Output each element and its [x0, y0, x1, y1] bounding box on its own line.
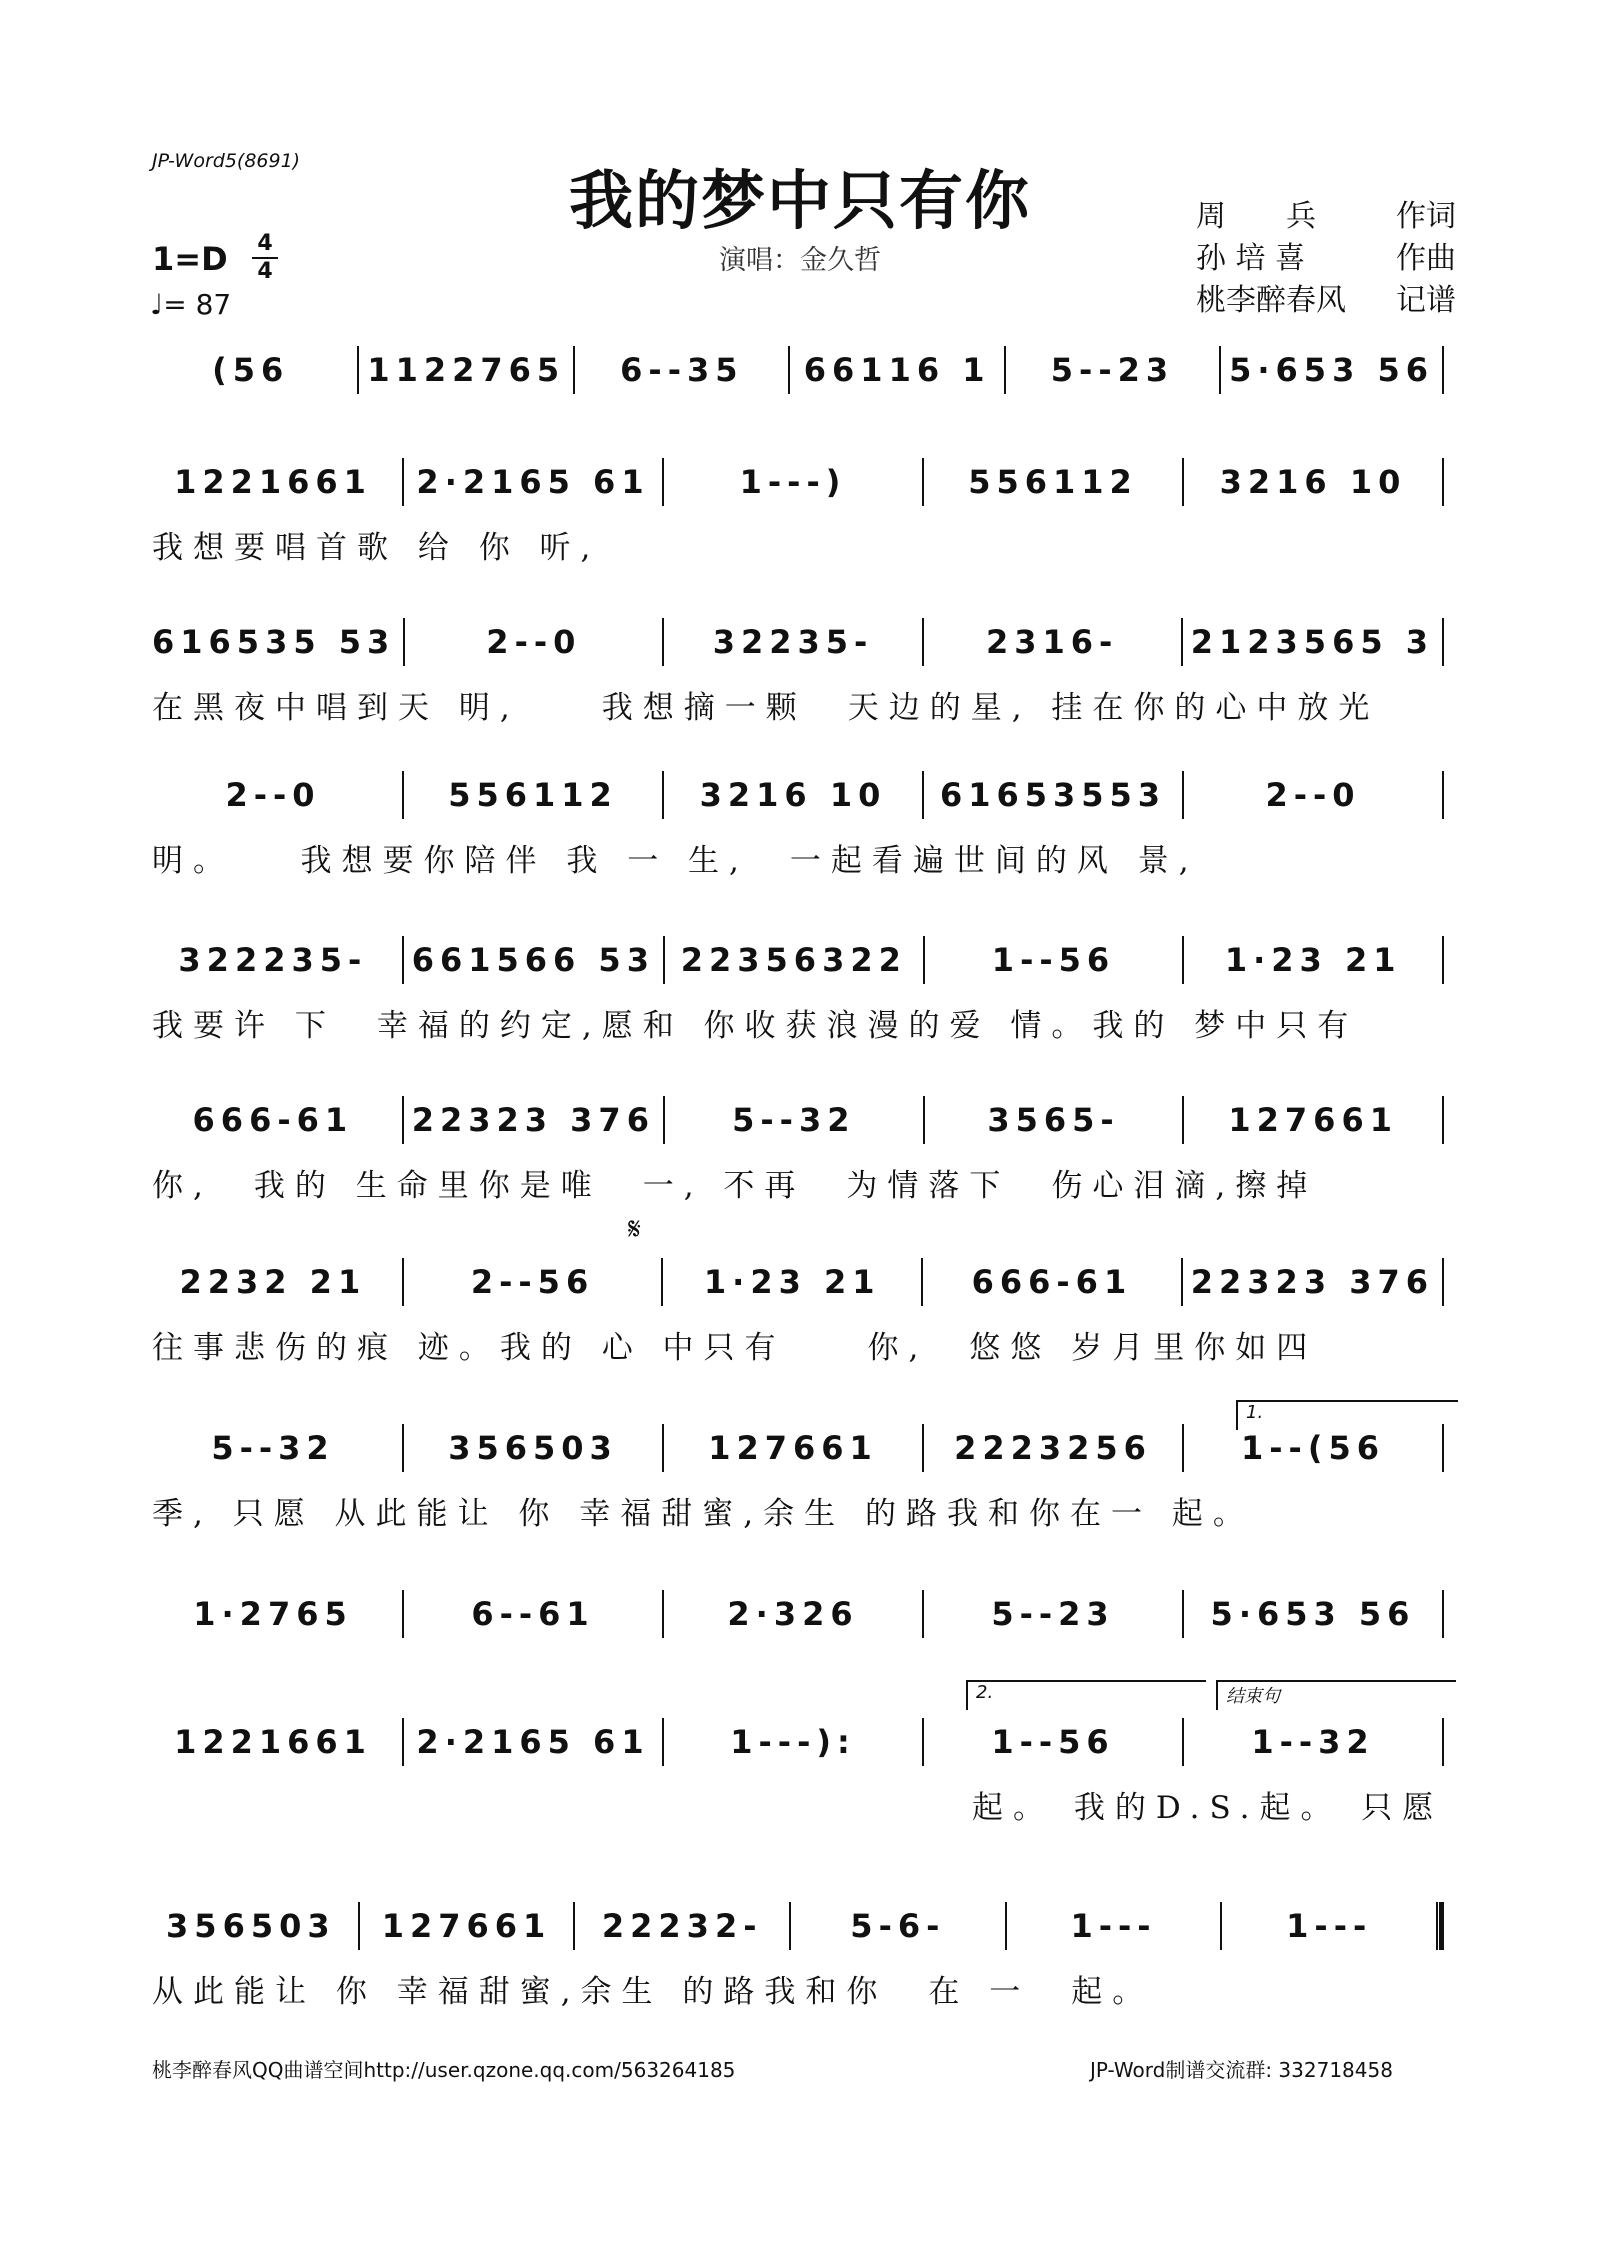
credit-name: 周 兵	[1196, 199, 1316, 234]
measure-row	[152, 1712, 1452, 1772]
barline	[1442, 1424, 1444, 1472]
lyric-line: 我想要唱首歌 给 你 听,	[152, 530, 601, 566]
measure: 22323 376	[1190, 1263, 1435, 1301]
barline	[573, 1902, 575, 1950]
barline	[1442, 936, 1444, 984]
measure: 66116 1	[803, 351, 991, 389]
barline	[1442, 1718, 1444, 1766]
measure: 5--23	[1050, 351, 1175, 389]
measure-row	[152, 930, 1452, 990]
lyric-line: 季, 只愿 从此能让 你 幸福甜蜜,余生 的路我和你在一 起。	[152, 1496, 1254, 1532]
barline	[402, 936, 404, 984]
barline	[402, 1590, 404, 1638]
barline	[1442, 458, 1444, 506]
measure: 127661	[381, 1907, 552, 1945]
barline	[402, 1096, 404, 1144]
lyric-line: 你, 我的 生命里你是唯 一, 不再 为情落下 伤心泪滴,擦掉	[152, 1168, 1318, 1204]
barline	[788, 346, 790, 394]
barline	[1182, 1096, 1184, 1144]
measure: 2--0	[225, 776, 321, 814]
measure: 356503	[448, 1429, 618, 1467]
measure: 3565-	[987, 1101, 1120, 1139]
barline	[923, 1096, 925, 1144]
barline	[662, 1590, 664, 1638]
time-signature	[252, 232, 278, 284]
tempo-marking	[150, 288, 231, 321]
measure: 1---):	[730, 1723, 856, 1761]
barline	[1182, 1424, 1184, 1472]
measure: 5--32	[732, 1101, 856, 1139]
measure: 127661	[708, 1429, 878, 1467]
lyric-line: 从此能让 你 幸福甜蜜,余生 的路我和你 在 一 起。	[152, 1974, 1154, 2010]
notation-line	[152, 1252, 1452, 1312]
measure: 2·326	[727, 1595, 859, 1633]
barline	[1442, 771, 1444, 819]
barline	[922, 771, 924, 819]
measure-row	[152, 1252, 1452, 1312]
barline	[922, 1590, 924, 1638]
measure: 666-61	[971, 1263, 1133, 1301]
notation-line	[152, 930, 1452, 990]
barline	[1181, 618, 1183, 666]
measure: 666-61	[192, 1101, 354, 1139]
notation-line	[152, 765, 1452, 825]
measure: 2316-	[985, 623, 1119, 661]
barline	[921, 1258, 923, 1306]
notation-line	[152, 452, 1452, 512]
measure: 5·653 56	[1229, 351, 1434, 389]
measure: 661566 53	[411, 941, 655, 979]
measure: 1·2765	[193, 1595, 353, 1633]
barline	[1442, 1258, 1444, 1306]
credits	[1196, 196, 1456, 322]
credit-name: 桃李醉春风	[1196, 283, 1346, 318]
credit-lyricist	[1196, 196, 1456, 238]
quarter-note-icon: ♩	[150, 288, 164, 321]
measure: 1--56	[991, 941, 1116, 979]
measure: 5--32	[211, 1429, 335, 1467]
notation-line	[152, 1712, 1452, 1772]
measure: 1122765	[367, 351, 566, 389]
notation-line	[152, 612, 1452, 672]
lyric-line: 起。 我的D.S.起。 只愿	[152, 1790, 1444, 1826]
measure-row	[152, 765, 1452, 825]
measure: 322235-	[178, 941, 368, 979]
footer-left: 桃李醉春风QQ曲谱空间http://user.qzone.qq.com/563264185	[152, 2058, 736, 2082]
barline	[662, 1718, 664, 1766]
measure: 6--61	[471, 1595, 595, 1633]
barline	[1442, 346, 1444, 394]
barline	[402, 1718, 404, 1766]
notation-line	[152, 1090, 1452, 1150]
measure: 2--56	[470, 1263, 595, 1301]
measure: 1--(56	[1241, 1429, 1385, 1467]
measure-row	[152, 612, 1452, 672]
lyric-line: 我要许 下 幸福的约定,愿和 你收获浪漫的爱 情。我的 梦中只有	[152, 1008, 1359, 1044]
measure: 1---)	[739, 463, 847, 501]
barline	[661, 1258, 663, 1306]
notation-line	[152, 1584, 1452, 1644]
measure: 22323 376	[411, 1101, 655, 1139]
time-sig-bottom: 4	[257, 259, 273, 284]
measure: 356503	[166, 1907, 336, 1945]
credit-role: 作词	[1396, 199, 1456, 234]
barline	[1442, 1096, 1444, 1144]
barline	[1442, 1590, 1444, 1638]
measure: 2123565 3	[1190, 623, 1434, 661]
barline	[922, 1718, 924, 1766]
measure: (56	[212, 351, 290, 389]
barline	[402, 1424, 404, 1472]
measure-row	[152, 340, 1452, 400]
volta-first-ending: 1.	[1236, 1400, 1458, 1430]
measure: 1221661	[174, 463, 372, 501]
source-label: JP-Word5(8691)	[152, 150, 301, 172]
measure: 3216 10	[699, 776, 887, 814]
measure: 5--23	[991, 1595, 1115, 1633]
singer-label: 演唱：金久哲	[719, 245, 881, 276]
barline	[922, 458, 924, 506]
barline	[923, 936, 925, 984]
lyric-line: 往事悲伤的痕 迹。我的 心 中只有 你, 悠悠 岁月里你如四	[152, 1330, 1318, 1366]
measure: 2232 21	[179, 1263, 367, 1301]
credit-transcriber	[1196, 280, 1456, 322]
barline	[1182, 1718, 1184, 1766]
measure: 1--32	[1251, 1723, 1375, 1761]
measure: 22232-	[601, 1907, 763, 1945]
notation-line	[152, 340, 1452, 400]
measure-row	[152, 452, 1452, 512]
barline	[402, 458, 404, 506]
measure: 127661	[1228, 1101, 1398, 1139]
credit-composer	[1196, 238, 1456, 280]
lyric-line: 明。 我想要你陪伴 我 一 生, 一起看遍世间的风 景,	[152, 843, 1199, 879]
notation-line	[152, 1896, 1452, 1956]
volta-second-ending: 2.	[966, 1680, 1206, 1710]
measure: 22356322	[680, 941, 907, 979]
barline	[662, 618, 664, 666]
measure: 32235-	[712, 623, 874, 661]
measure: 1·23 21	[1224, 941, 1402, 979]
barline	[789, 1902, 791, 1950]
barline	[922, 618, 924, 666]
barline	[402, 1258, 404, 1306]
credit-role: 记谱	[1396, 283, 1456, 318]
measure-row	[152, 1090, 1452, 1150]
measure: 2·2165 61	[416, 463, 650, 501]
measure: 1·23 21	[703, 1263, 881, 1301]
barline	[357, 346, 359, 394]
barline	[1182, 936, 1184, 984]
measure: 1---	[1286, 1907, 1373, 1945]
barline	[1182, 458, 1184, 506]
song-title: 我的梦中只有你	[569, 164, 1031, 239]
barline	[1220, 1902, 1222, 1950]
measure: 5-6-	[850, 1907, 946, 1945]
measure: 2--0	[1265, 776, 1361, 814]
ending-phrase-marker: 结束句	[1216, 1680, 1456, 1710]
time-sig-top: 4	[257, 231, 273, 256]
barline	[402, 771, 404, 819]
segno-sign: 𝄋	[628, 1212, 641, 1247]
barline	[922, 1424, 924, 1472]
barline	[1182, 1590, 1184, 1638]
measure: 6--35	[620, 351, 744, 389]
measure: 616535 53	[152, 623, 396, 661]
key-signature: 1=D	[152, 240, 228, 278]
measure: 1---	[1070, 1907, 1157, 1945]
measure: 1--56	[991, 1723, 1115, 1761]
barline	[662, 458, 664, 506]
barline	[1004, 346, 1006, 394]
barline	[663, 936, 665, 984]
barline	[663, 1096, 665, 1144]
measure: 2·2165 61	[416, 1723, 650, 1761]
footer-right: JP-Word制谱交流群: 332718458	[1090, 2058, 1393, 2082]
barline	[403, 618, 405, 666]
measure: 2223256	[954, 1429, 1152, 1467]
credit-name: 孙 培 喜	[1196, 241, 1306, 276]
measure: 1221661	[174, 1723, 372, 1761]
barline	[1436, 1902, 1444, 1950]
barline	[1442, 618, 1444, 666]
lyric-line: 在黑夜中唱到天 明, 我想摘一颗 天边的星, 挂在你的心中放光	[152, 690, 1380, 726]
measure: 5·653 56	[1210, 1595, 1416, 1633]
measure: 61653553	[939, 776, 1167, 814]
credit-role: 作曲	[1396, 241, 1456, 276]
barline	[662, 771, 664, 819]
barline	[1182, 771, 1184, 819]
barline	[1219, 346, 1221, 394]
barline	[573, 346, 575, 394]
measure-row	[152, 1896, 1452, 1956]
measure: 556112	[968, 463, 1138, 501]
barline	[662, 1424, 664, 1472]
barline	[1181, 1258, 1183, 1306]
barline	[358, 1902, 360, 1950]
measure: 2--0	[486, 623, 582, 661]
barline	[1005, 1902, 1007, 1950]
measure: 556112	[448, 776, 618, 814]
measure: 3216 10	[1219, 463, 1407, 501]
measure-row	[152, 1584, 1452, 1644]
tempo-value: = 87	[163, 288, 232, 321]
